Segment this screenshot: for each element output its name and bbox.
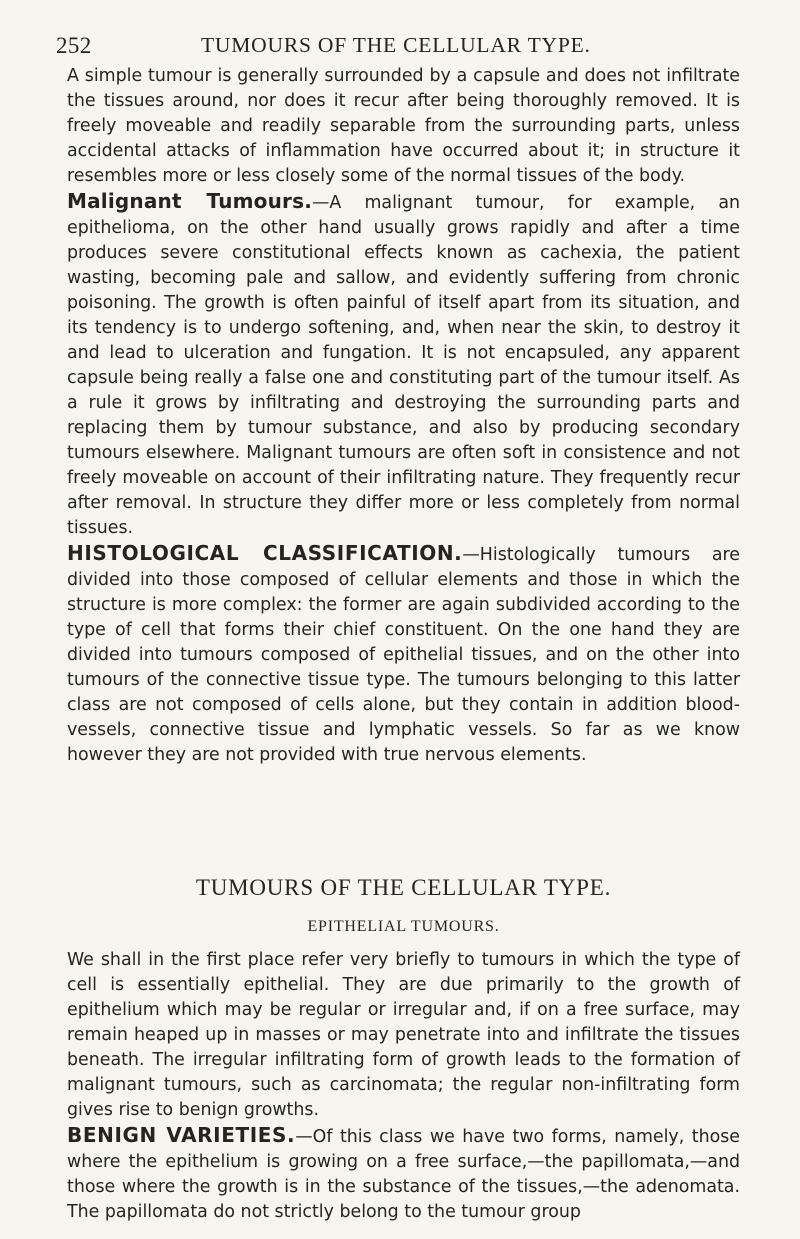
page-number: 252 — [56, 33, 92, 58]
runin-heading-histological-classification: HISTOLOGICAL CLASSIFICATION. — [67, 541, 463, 565]
runin-heading-malignant-tumours: Malignant Tumours. — [67, 189, 313, 213]
paragraph-histological-classification — [67, 541, 740, 768]
running-head — [56, 24, 740, 64]
paragraph-benign-varieties — [67, 1123, 740, 1225]
section-title: TUMOURS OF THE CELLULAR TYPE. — [195, 875, 612, 900]
paragraph-benign-text: —Of this class we have two forms, namely, those where the epithelium is growing on a free surface,—the papillomata,—and those where the growth is in the substance of the tissues,—the adenomata. The papillomata do not strictly belong to the tumour group — [67, 1127, 740, 1222]
body-text — [67, 64, 740, 1225]
running-title: TUMOURS OF THE CELLULAR TYPE. — [201, 33, 591, 57]
paragraph-epithelial-intro: We shall in the first place refer very briefly to tumours in which the type of cell is essentially epithelial. They are due primarily to the growth of epithelium which may be regular or irregular and, if on a free surface, may remain heaped up in masses or may penetrate into and infiltrate the tissues beneath. The irregular infiltrating form of growth leads to the formation of malignant tumours, such as carcinomata; the regular non-infiltrating form gives rise to benign growths. — [67, 950, 740, 1120]
paragraph-malignant-text: —A malignant tumour, for example, an epithelioma, on the other hand usually grows rapidly and after a time produces severe constitutional effects known as cachexia, the patient wasting, becoming pale and sallow, and evidently suffering from chronic poisoning. The growth is often painful of itself apart from its situation, and its tendency is to undergo softening, and, when near the skin, to destroy it and lead to ulceration and fungation. It is not encapsuled, any apparent capsule being really a false one and constituting part of the tumour itself. As a rule it grows by infiltrating and destroying the surrounding parts and replacing them by tumour substance, and also by producing secondary tumours elsewhere. Malignant tumours are often soft in consistence and not freely moveable on account of their infiltrating nature. They frequently recur after removal. In structure they differ more or less completely from normal tissues. — [67, 193, 741, 538]
paragraph-malignant-tumours — [67, 189, 740, 541]
section-subtitle: EPITHELIAL TUMOURS. — [307, 918, 500, 935]
runin-heading-benign-varieties: BENIGN VARIETIES. — [67, 1123, 296, 1147]
book-page — [56, 24, 741, 1225]
paragraph-histological-text: —Histologically tumours are divided into those composed of cellular elements and those in which the structure is more complex: the former are again subdivided according to the type of cell that forms their chief constituent. On the one hand they are divided into tumours composed of epithelial tissues, and on the other into tumours of the connective tissue type. The tumours belonging to this latter class are not composed of cells alone, but they contain in addition blood-vessels, connective tissue and lymphatic vessels. So far as we know however they are not provided with true nervous elements. — [67, 545, 740, 765]
paragraph-simple-tumour: A simple tumour is generally surrounded by a capsule and does not infiltrate the tissues around, nor does it recur after being thoroughly removed. It is freely moveable and readily separable from the surrounding parts, unless accidental attacks of inflammation have occurred about it; in structure it resembles more or less closely some of the normal tissues of the body. — [67, 66, 740, 186]
